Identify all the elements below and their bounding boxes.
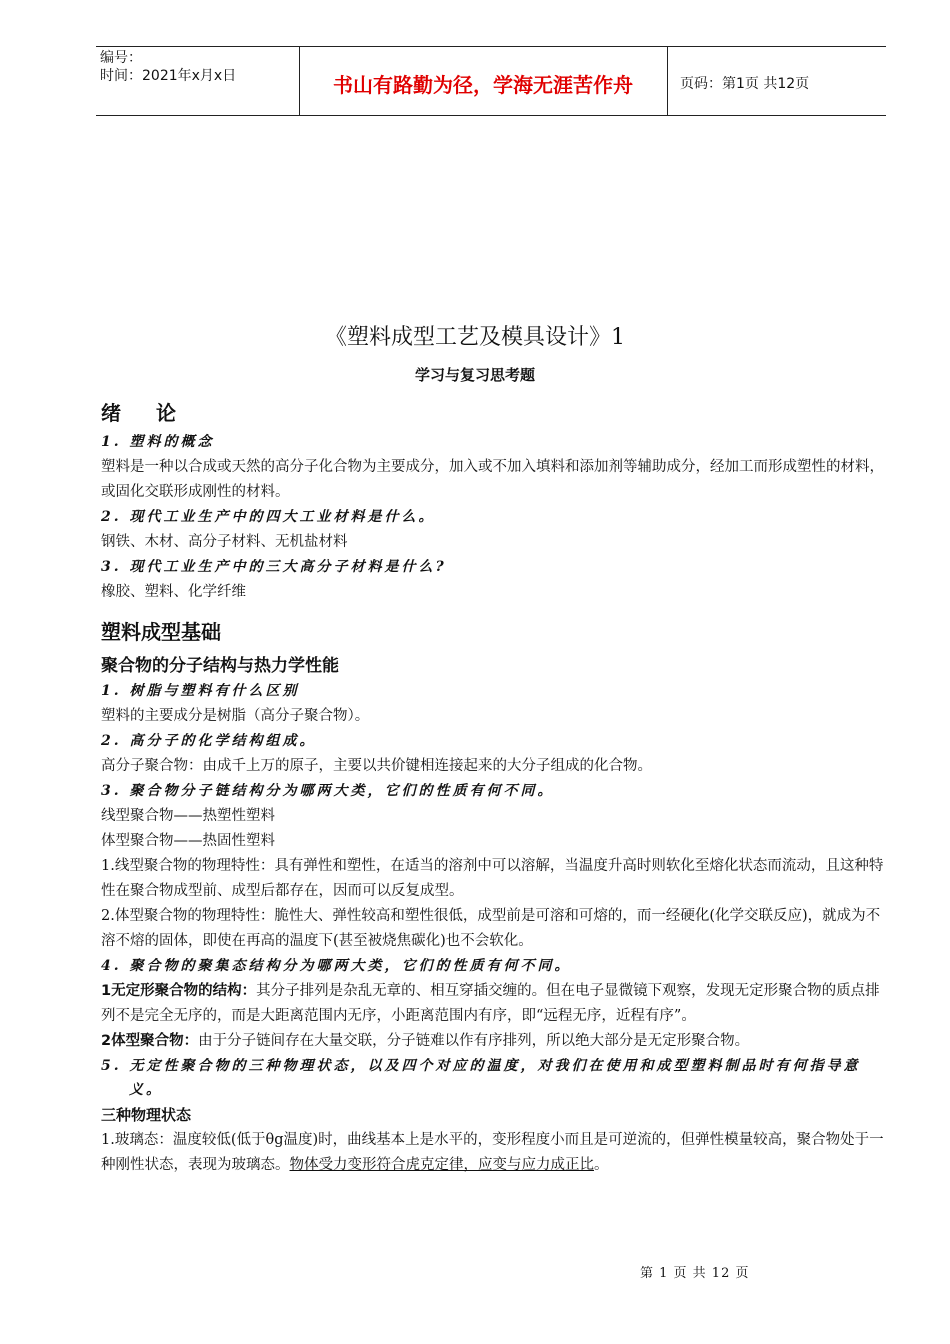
header-divider-right — [667, 47, 668, 115]
sentence-end: 。 — [594, 1157, 609, 1173]
header-motto: 书山有路勤为径，学海无涯苦作舟 — [333, 73, 633, 97]
section-heading-molding-basics: 塑料成型基础 — [101, 620, 221, 644]
question-heading: 2. 高分子的化学结构组成。 — [101, 733, 317, 749]
term-label: 2体型聚合物： — [101, 1033, 199, 1049]
term-definition: 其分子排列是杂乱无章的、相互穿插交缠的。但在电子显微镜下观察，发现无定形聚合物的质点排列不是完全无序的，而是大距离范围内无序，小距离范围内有序，即“远程无序，近程有序”。 — [101, 983, 880, 1024]
question-heading: 1. 树脂与塑料有什么区别 — [101, 683, 300, 699]
answer-paragraph: 塑料是一种以合成或天然的高分子化合物为主要成分，加入或不加入填料和添加剂等辅助成分，经加工而形成塑性的材料，或固化交联形成刚性的材料。 — [101, 459, 884, 500]
question-heading: 3. 现代工业生产中的三大高分子材料是什么? — [101, 559, 447, 575]
page-footer: 第 1 页 共 12 页 — [640, 1266, 750, 1281]
header-serial-label: 编号： — [100, 50, 142, 66]
answer-line: 体型聚合物——热固性塑料 — [101, 833, 275, 849]
header-meta — [100, 49, 236, 85]
section-heading-introduction: 绪 论 — [101, 401, 190, 425]
document-body — [101, 396, 885, 1178]
answer-paragraph — [101, 1029, 885, 1054]
question-heading: 5. 无定性聚合物的三种物理状态，以及四个对应的温度，对我们在使用和成型塑料制品时有何指导意义。 — [101, 1058, 861, 1098]
term-label: 1无定形聚合物的结构： — [101, 983, 257, 999]
question-heading: 4. 聚合物的聚集态结构分为哪两大类，它们的性质有何不同。 — [101, 958, 572, 974]
answer-paragraph: 钢铁、木材、高分子材料、无机盐材料 — [101, 534, 348, 550]
header-date: 时间：2021年x月x日 — [100, 68, 237, 84]
question-heading: 1. 塑料的概念 — [101, 434, 215, 450]
answer-line: 线型聚合物——热塑性塑料 — [101, 808, 275, 824]
answer-paragraph: 2.体型聚合物的物理特性：脆性大、弹性较高和塑性很低，成型前是可溶和可熔的，而一经硬化(化学交联反应)，就成为不溶不熔的固体，即使在再高的温度下(甚至被烧焦碳化)也不会软化。 — [101, 908, 881, 949]
term-definition: 由于分子链间存在大量交联，分子链难以作有序排列，所以绝大部分是无定形聚合物。 — [198, 1033, 750, 1049]
page-header — [96, 46, 886, 116]
answer-paragraph: 高分子聚合物：由成千上万的原子，主要以共价键相连接起来的大分子组成的化合物。 — [101, 758, 652, 774]
answer-paragraph — [101, 979, 885, 1029]
subsection-heading: 三种物理状态 — [101, 1106, 192, 1124]
document-title: 《塑料成型工艺及模具设计》1 — [325, 325, 625, 350]
answer-paragraph — [101, 1128, 885, 1178]
answer-paragraph: 1.线型聚合物的物理特性：具有弹性和塑性，在适当的溶剂中可以溶解，当温度升高时则软化至熔化状态而流动，且这种特性在聚合物成型前、成型后都存在，因而可以反复成型。 — [101, 858, 884, 899]
state-description: 1.玻璃态：温度较低(低于θg温度)时，曲线基本上是水平的，变形程度小而且是可逆流的，但弹性模量较高，聚合物处于一种刚性状态，表现为玻璃态。 — [101, 1132, 884, 1173]
subsection-heading: 聚合物的分子结构与热力学性能 — [101, 656, 339, 676]
answer-paragraph: 塑料的主要成分是树脂（高分子聚合物）。 — [101, 708, 370, 724]
underlined-text: 物体受力变形符合虎克定律，应变与应力成正比 — [289, 1157, 594, 1173]
question-heading: 3. 聚合物分子链结构分为哪两大类，它们的性质有何不同。 — [101, 783, 555, 799]
question-heading: 2. 现代工业生产中的四大工业材料是什么。 — [101, 509, 436, 525]
answer-paragraph: 橡胶、塑料、化学纤维 — [101, 584, 246, 600]
header-page-info: 页码：第1页 共12页 — [680, 76, 810, 92]
document-subtitle: 学习与复习思考题 — [414, 366, 535, 384]
